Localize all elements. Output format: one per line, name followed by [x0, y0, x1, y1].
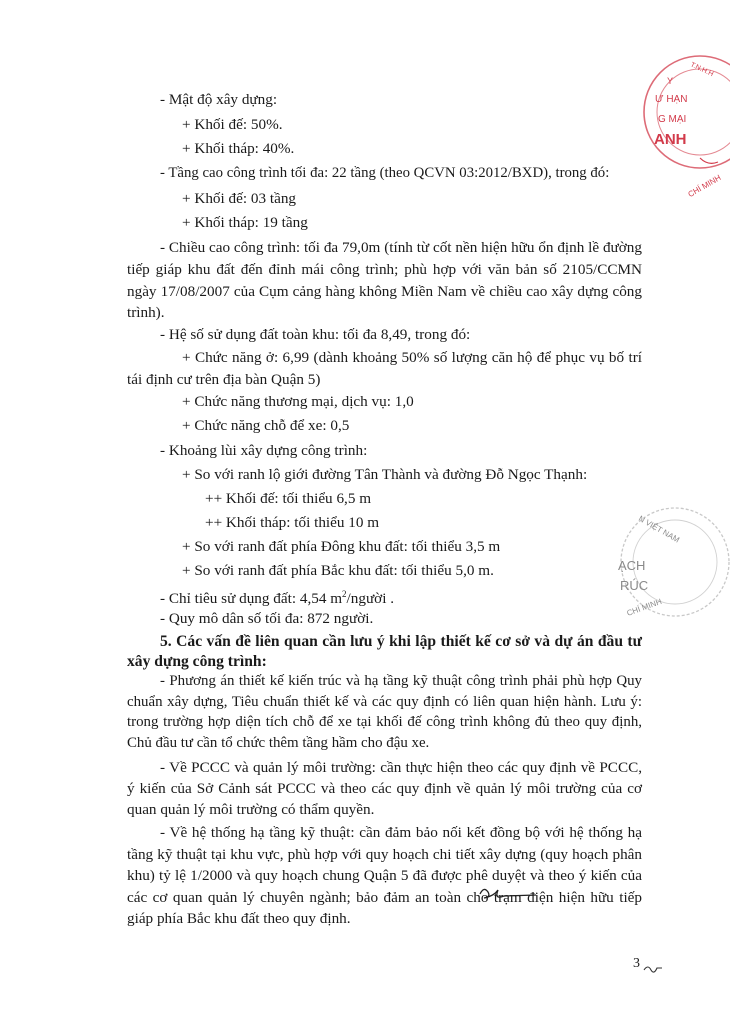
setback-road-tower: ++ Khối tháp: tối thiểu 10 m [205, 514, 380, 531]
section-5-fire-env-paragraph: - Về PCCC và quản lý môi trường: cần thực hiện theo các quy định về PCCC, ý kiến của Sở Cảnh sát PCCC và theo các quy định về quản lý môi trường của cơ quan quản lý môi trường có thẩm quyền. [127, 759, 642, 818]
max-population: - Quy mô dân số tối đa: 872 người. [160, 610, 374, 627]
svg-text:ẠCH: ẠCH [618, 558, 646, 573]
section-5-heading: 5. Các vấn đề liên quan cần lưu ý khi lập thiết kế cơ sở và dự án đầu tư xây dựng công trình: [127, 633, 642, 670]
land-use-per-capita-text: - Chỉ tiêu sử dụng đất: 4,54 m [160, 590, 343, 608]
square-superscript: 2 [342, 589, 347, 599]
land-use-coefficient: - Hệ số sử dụng đất toàn khu: tối đa 8,49, trong đó: [160, 326, 471, 343]
svg-text:Ư HẠN: Ư HẠN [655, 94, 688, 105]
section-5-design-paragraph: - Phương án thiết kế kiến trúc và hạ tầng kỹ thuật công trình phải phù hợp Quy chuẩn xây dựng, Tiêu chuẩn thiết kế và các quy định có liên quan hiện hành. Lưu ý: trong trường hợp diện tích chỗ để xe tại khối đế công trình không đủ theo quy định, Chủ đầu tư cần tổ chức thêm tầng hầm cho đậu xe. [127, 673, 642, 751]
section-5-infrastructure-paragraph: - Về hệ thống hạ tầng kỹ thuật: cần đảm bảo nối kết đồng bộ với hệ thống hạ tầng kỹ thuật tại khu vực, phù hợp với quy hoạch chi tiết xây dựng (quy hoạch phân khu) tỷ lệ 1/2000 và quy hoạch chung Quận 5 đã được phê duyệt và theo ý kiến của các cơ quan quản lý chuyên ngành; bảo đảm an toàn cho trạm điện hiện hữu tiếp giáp phía Bắc khu đất theo quy định. [127, 824, 642, 927]
svg-text:CHÍ MINH: CHÍ MINH [625, 596, 663, 618]
svg-text:T.N.H.H: T.N.H.H [689, 61, 715, 79]
density-heading: - Mật độ xây dựng: [160, 91, 278, 108]
planning-office-seal [600, 500, 710, 630]
setback-east: + So với ranh đất phía Đông khu đất: tối thiểu 3,5 m [182, 538, 501, 555]
max-floors: - Tầng cao công trình tối đa: 22 tầng (theo QCVN 03:2012/BXD), trong đó: [160, 165, 610, 181]
floors-tower: + Khối tháp: 19 tầng [182, 214, 308, 231]
svg-text:Y: Y [667, 76, 674, 86]
svg-text:RÚC: RÚC [620, 578, 649, 593]
initial-signature [478, 882, 538, 902]
setback-heading: - Khoảng lùi xây dựng công trình: [160, 442, 368, 459]
company-seal-stamp [640, 40, 730, 200]
land-use-per-capita [160, 585, 394, 608]
svg-text:ANH: ANH [654, 131, 687, 148]
setback-road: + So với ranh lộ giới đường Tân Thành và đường Đỗ Ngọc Thạnh: [182, 466, 588, 483]
setback-north: + So với ranh đất phía Bắc khu đất: tối thiểu 5,0 m. [182, 562, 494, 579]
page-number: 3 [633, 956, 640, 971]
svg-text:N VIỆT NAM: N VIỆT NAM [637, 513, 682, 545]
height-paragraph: - Chiều cao công trình: tối đa 79,0m (tính từ cốt nền hiện hữu ổn định lề đường tiếp giáp khu đất đến đỉnh mái công trình; phù hợp với văn bản số 2105/CCMN ngày 17/08/2007 của Cụm cảng hàng không Miền Nam về chiều cao xây dựng công trình). [127, 239, 642, 322]
setback-road-podium: ++ Khối đế: tối thiểu 6,5 m [205, 490, 372, 507]
page-initial-mark [642, 962, 664, 976]
floors-podium: + Khối đế: 03 tầng [182, 190, 297, 207]
land-use-per-capita-unit: /người . [346, 590, 395, 608]
seal-graphic [640, 40, 730, 200]
density-podium: + Khối đế: 50%. [182, 116, 283, 133]
commercial-function: + Chức năng thương mại, dịch vụ: 1,0 [182, 393, 414, 410]
parking-function: + Chức năng chỗ để xe: 0,5 [182, 417, 350, 434]
residential-function: + Chức năng ở: 6,99 (dành khoảng 50% số lượng căn hộ để phục vụ bố trí tái định cư trên địa bàn Quận 5) [127, 349, 642, 388]
seal-graphic-gray [600, 500, 710, 630]
svg-text:G MẠI: G MẠI [658, 114, 687, 125]
svg-text:CHÍ MINH: CHÍ MINH [686, 173, 723, 200]
density-tower: + Khối tháp: 40%. [182, 140, 295, 157]
